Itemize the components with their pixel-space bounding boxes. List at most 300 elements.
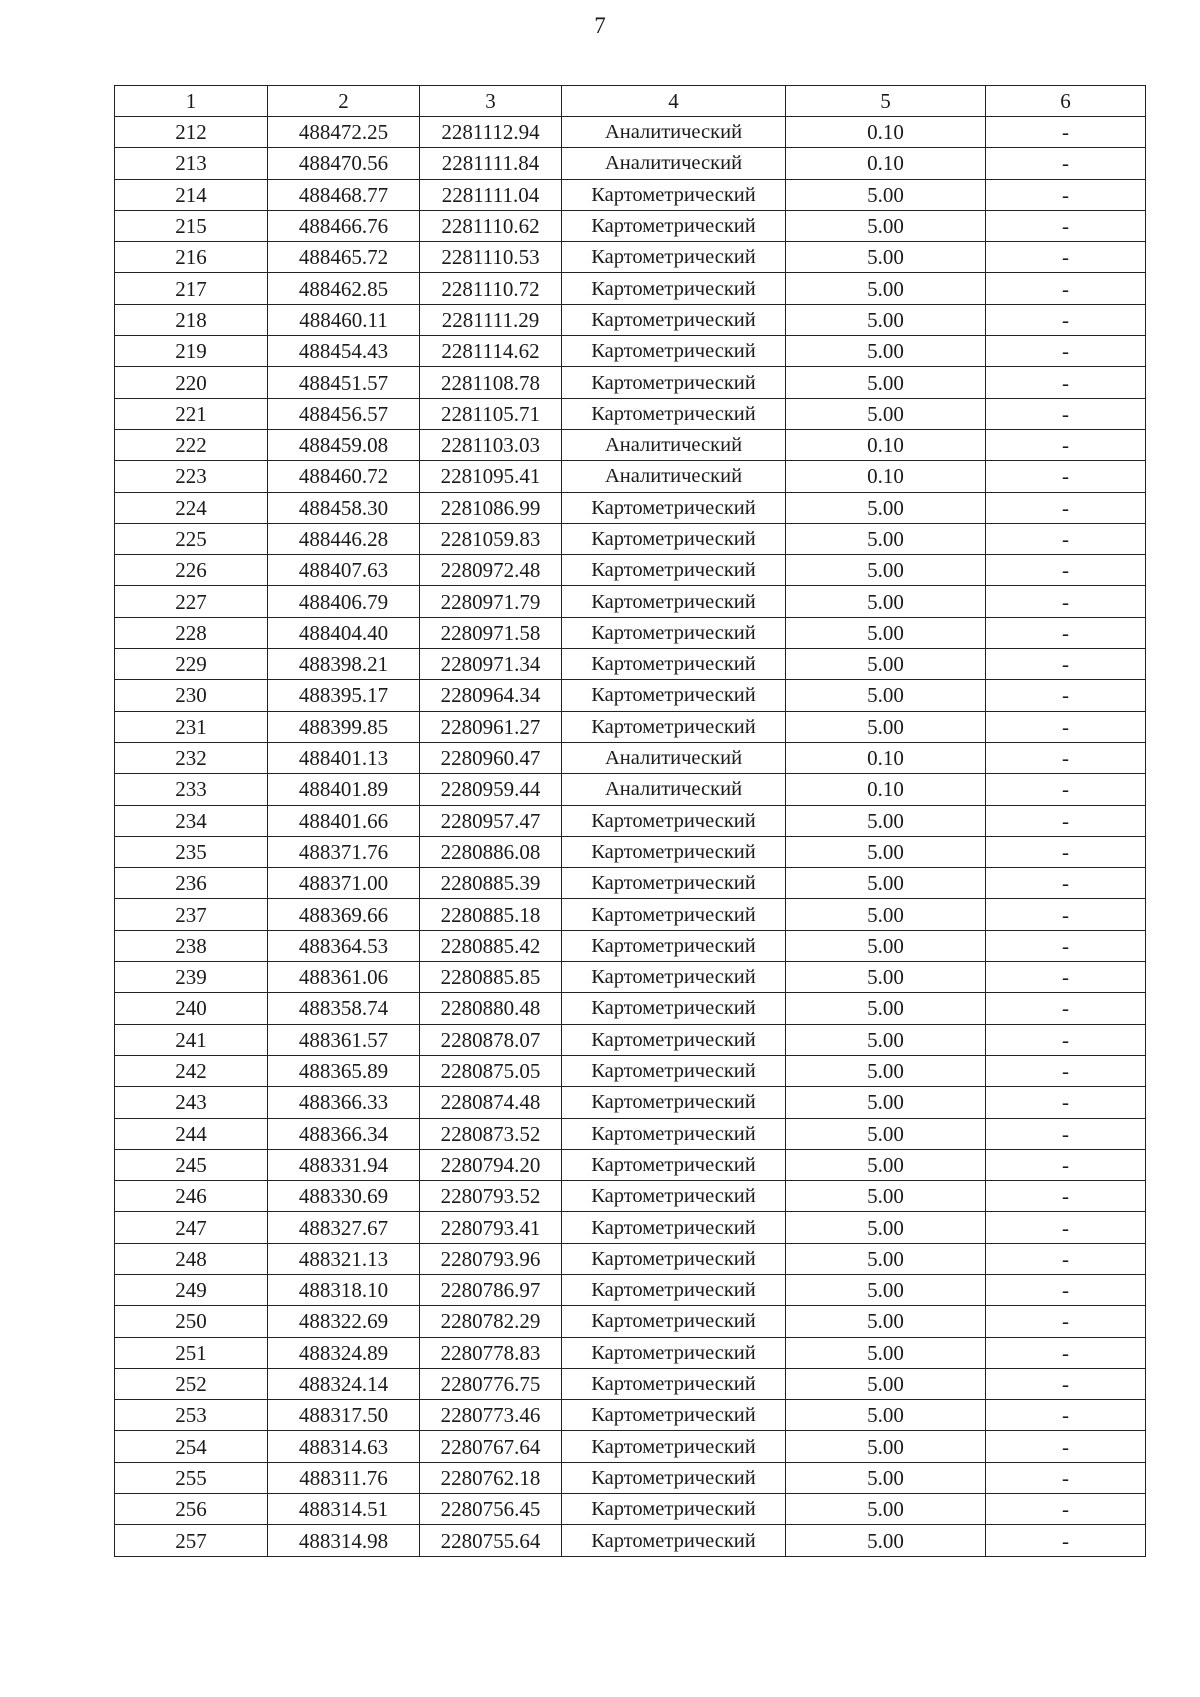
x-coordinate-cell: 488330.69 [268, 1181, 420, 1212]
accuracy-cell: 5.00 [786, 899, 986, 930]
x-coordinate-cell: 488401.13 [268, 742, 420, 773]
table-row [115, 774, 1146, 805]
accuracy-cell: 0.10 [786, 774, 986, 805]
header-cell-col-6: 6 [986, 86, 1146, 117]
y-coordinate-cell: 2281103.03 [420, 429, 562, 460]
note-cell: - [986, 1525, 1146, 1556]
point-number-cell: 224 [115, 492, 268, 523]
table-row [115, 962, 1146, 993]
point-number-cell: 244 [115, 1118, 268, 1149]
accuracy-cell: 5.00 [786, 868, 986, 899]
point-number-cell: 234 [115, 805, 268, 836]
note-cell: - [986, 148, 1146, 179]
y-coordinate-cell: 2280972.48 [420, 555, 562, 586]
x-coordinate-cell: 488314.51 [268, 1494, 420, 1525]
x-coordinate-cell: 488314.98 [268, 1525, 420, 1556]
y-coordinate-cell: 2281111.29 [420, 304, 562, 335]
point-number-cell: 235 [115, 836, 268, 867]
point-number-cell: 228 [115, 617, 268, 648]
table-row [115, 1024, 1146, 1055]
x-coordinate-cell: 488365.89 [268, 1055, 420, 1086]
table-row [115, 899, 1146, 930]
table-row [115, 1400, 1146, 1431]
y-coordinate-cell: 2280971.58 [420, 617, 562, 648]
accuracy-cell: 5.00 [786, 1368, 986, 1399]
y-coordinate-cell: 2280874.48 [420, 1087, 562, 1118]
table-row [115, 555, 1146, 586]
method-cell: Картометрический [562, 1431, 786, 1462]
point-number-cell: 243 [115, 1087, 268, 1118]
note-cell: - [986, 1462, 1146, 1493]
header-row [115, 86, 1146, 117]
table-row [115, 868, 1146, 899]
table-row [115, 398, 1146, 429]
table-row [115, 1368, 1146, 1399]
y-coordinate-cell: 2280885.18 [420, 899, 562, 930]
accuracy-cell: 5.00 [786, 1337, 986, 1368]
y-coordinate-cell: 2280878.07 [420, 1024, 562, 1055]
note-cell: - [986, 1337, 1146, 1368]
method-cell: Картометрический [562, 962, 786, 993]
y-coordinate-cell: 2280957.47 [420, 805, 562, 836]
method-cell: Картометрический [562, 523, 786, 554]
x-coordinate-cell: 488366.34 [268, 1118, 420, 1149]
method-cell: Аналитический [562, 148, 786, 179]
y-coordinate-cell: 2280767.64 [420, 1431, 562, 1462]
x-coordinate-cell: 488398.21 [268, 649, 420, 680]
note-cell: - [986, 1306, 1146, 1337]
note-cell: - [986, 523, 1146, 554]
table-row [115, 742, 1146, 773]
note-cell: - [986, 711, 1146, 742]
x-coordinate-cell: 488470.56 [268, 148, 420, 179]
point-number-cell: 227 [115, 586, 268, 617]
point-number-cell: 255 [115, 1462, 268, 1493]
method-cell: Картометрический [562, 1181, 786, 1212]
y-coordinate-cell: 2281059.83 [420, 523, 562, 554]
method-cell: Картометрический [562, 1087, 786, 1118]
accuracy-cell: 5.00 [786, 1400, 986, 1431]
x-coordinate-cell: 488324.14 [268, 1368, 420, 1399]
x-coordinate-cell: 488468.77 [268, 179, 420, 210]
accuracy-cell: 5.00 [786, 555, 986, 586]
accuracy-cell: 0.10 [786, 742, 986, 773]
page-number: 7 [594, 13, 606, 38]
note-cell: - [986, 680, 1146, 711]
accuracy-cell: 5.00 [786, 179, 986, 210]
accuracy-cell: 5.00 [786, 1274, 986, 1305]
table-row [115, 1087, 1146, 1118]
y-coordinate-cell: 2281105.71 [420, 398, 562, 429]
y-coordinate-cell: 2281114.62 [420, 336, 562, 367]
point-number-cell: 222 [115, 429, 268, 460]
point-number-cell: 236 [115, 868, 268, 899]
point-number-cell: 239 [115, 962, 268, 993]
method-cell: Картометрический [562, 711, 786, 742]
y-coordinate-cell: 2280786.97 [420, 1274, 562, 1305]
note-cell: - [986, 836, 1146, 867]
x-coordinate-cell: 488459.08 [268, 429, 420, 460]
accuracy-cell: 5.00 [786, 711, 986, 742]
note-cell: - [986, 210, 1146, 241]
method-cell: Картометрический [562, 1494, 786, 1525]
table-row [115, 680, 1146, 711]
accuracy-cell: 5.00 [786, 930, 986, 961]
x-coordinate-cell: 488472.25 [268, 117, 420, 148]
x-coordinate-cell: 488460.11 [268, 304, 420, 335]
method-cell: Аналитический [562, 742, 786, 773]
point-number-cell: 241 [115, 1024, 268, 1055]
table-row [115, 523, 1146, 554]
method-cell: Картометрический [562, 1368, 786, 1399]
note-cell: - [986, 930, 1146, 961]
coordinates-table [114, 85, 1146, 1557]
x-coordinate-cell: 488366.33 [268, 1087, 420, 1118]
y-coordinate-cell: 2280961.27 [420, 711, 562, 742]
table-row [115, 117, 1146, 148]
x-coordinate-cell: 488446.28 [268, 523, 420, 554]
point-number-cell: 246 [115, 1181, 268, 1212]
point-number-cell: 256 [115, 1494, 268, 1525]
accuracy-cell: 5.00 [786, 242, 986, 273]
method-cell: Картометрический [562, 1400, 786, 1431]
method-cell: Картометрический [562, 649, 786, 680]
method-cell: Аналитический [562, 429, 786, 460]
y-coordinate-cell: 2280959.44 [420, 774, 562, 805]
point-number-cell: 215 [115, 210, 268, 241]
table-row [115, 1274, 1146, 1305]
note-cell: - [986, 899, 1146, 930]
note-cell: - [986, 273, 1146, 304]
accuracy-cell: 5.00 [786, 492, 986, 523]
x-coordinate-cell: 488371.76 [268, 836, 420, 867]
x-coordinate-cell: 488369.66 [268, 899, 420, 930]
y-coordinate-cell: 2280960.47 [420, 742, 562, 773]
x-coordinate-cell: 488465.72 [268, 242, 420, 273]
note-cell: - [986, 179, 1146, 210]
point-number-cell: 221 [115, 398, 268, 429]
accuracy-cell: 5.00 [786, 1243, 986, 1274]
x-coordinate-cell: 488322.69 [268, 1306, 420, 1337]
accuracy-cell: 5.00 [786, 836, 986, 867]
method-cell: Картометрический [562, 210, 786, 241]
point-number-cell: 240 [115, 993, 268, 1024]
x-coordinate-cell: 488406.79 [268, 586, 420, 617]
x-coordinate-cell: 488314.63 [268, 1431, 420, 1462]
y-coordinate-cell: 2280755.64 [420, 1525, 562, 1556]
accuracy-cell: 5.00 [786, 617, 986, 648]
point-number-cell: 230 [115, 680, 268, 711]
method-cell: Картометрический [562, 367, 786, 398]
note-cell: - [986, 993, 1146, 1024]
accuracy-cell: 5.00 [786, 1024, 986, 1055]
x-coordinate-cell: 488451.57 [268, 367, 420, 398]
accuracy-cell: 0.10 [786, 117, 986, 148]
method-cell: Картометрический [562, 1462, 786, 1493]
x-coordinate-cell: 488454.43 [268, 336, 420, 367]
table-row [115, 1181, 1146, 1212]
table-row [115, 1118, 1146, 1149]
y-coordinate-cell: 2280880.48 [420, 993, 562, 1024]
table-header [115, 86, 1146, 117]
method-cell: Картометрический [562, 492, 786, 523]
method-cell: Аналитический [562, 117, 786, 148]
method-cell: Картометрический [562, 836, 786, 867]
point-number-cell: 223 [115, 461, 268, 492]
table-row [115, 649, 1146, 680]
y-coordinate-cell: 2280756.45 [420, 1494, 562, 1525]
x-coordinate-cell: 488404.40 [268, 617, 420, 648]
table-row [115, 805, 1146, 836]
table-row [115, 1243, 1146, 1274]
note-cell: - [986, 649, 1146, 680]
table-row [115, 492, 1146, 523]
accuracy-cell: 5.00 [786, 398, 986, 429]
point-number-cell: 214 [115, 179, 268, 210]
note-cell: - [986, 742, 1146, 773]
point-number-cell: 232 [115, 742, 268, 773]
method-cell: Картометрический [562, 1118, 786, 1149]
note-cell: - [986, 1274, 1146, 1305]
accuracy-cell: 0.10 [786, 148, 986, 179]
x-coordinate-cell: 488311.76 [268, 1462, 420, 1493]
x-coordinate-cell: 488371.00 [268, 868, 420, 899]
method-cell: Картометрический [562, 868, 786, 899]
x-coordinate-cell: 488466.76 [268, 210, 420, 241]
point-number-cell: 250 [115, 1306, 268, 1337]
y-coordinate-cell: 2280886.08 [420, 836, 562, 867]
table-row [115, 1494, 1146, 1525]
method-cell: Картометрический [562, 1149, 786, 1180]
note-cell: - [986, 1024, 1146, 1055]
point-number-cell: 233 [115, 774, 268, 805]
point-number-cell: 212 [115, 117, 268, 148]
accuracy-cell: 5.00 [786, 962, 986, 993]
y-coordinate-cell: 2280964.34 [420, 680, 562, 711]
point-number-cell: 237 [115, 899, 268, 930]
accuracy-cell: 5.00 [786, 1181, 986, 1212]
accuracy-cell: 5.00 [786, 1118, 986, 1149]
point-number-cell: 213 [115, 148, 268, 179]
accuracy-cell: 5.00 [786, 367, 986, 398]
y-coordinate-cell: 2280778.83 [420, 1337, 562, 1368]
point-number-cell: 229 [115, 649, 268, 680]
accuracy-cell: 5.00 [786, 336, 986, 367]
method-cell: Картометрический [562, 899, 786, 930]
note-cell: - [986, 962, 1146, 993]
x-coordinate-cell: 488401.89 [268, 774, 420, 805]
table-row [115, 1306, 1146, 1337]
x-coordinate-cell: 488321.13 [268, 1243, 420, 1274]
header-cell-col-1: 1 [115, 86, 268, 117]
y-coordinate-cell: 2280885.39 [420, 868, 562, 899]
y-coordinate-cell: 2281110.53 [420, 242, 562, 273]
y-coordinate-cell: 2280762.18 [420, 1462, 562, 1493]
method-cell: Картометрический [562, 179, 786, 210]
method-cell: Картометрический [562, 1212, 786, 1243]
method-cell: Картометрический [562, 1274, 786, 1305]
note-cell: - [986, 586, 1146, 617]
table-row [115, 429, 1146, 460]
y-coordinate-cell: 2281112.94 [420, 117, 562, 148]
table-row [115, 617, 1146, 648]
note-cell: - [986, 1118, 1146, 1149]
method-cell: Картометрический [562, 1525, 786, 1556]
y-coordinate-cell: 2281111.04 [420, 179, 562, 210]
x-coordinate-cell: 488456.57 [268, 398, 420, 429]
accuracy-cell: 5.00 [786, 1525, 986, 1556]
accuracy-cell: 0.10 [786, 429, 986, 460]
x-coordinate-cell: 488358.74 [268, 993, 420, 1024]
method-cell: Картометрический [562, 1306, 786, 1337]
method-cell: Картометрический [562, 1243, 786, 1274]
x-coordinate-cell: 488327.67 [268, 1212, 420, 1243]
point-number-cell: 216 [115, 242, 268, 273]
note-cell: - [986, 805, 1146, 836]
method-cell: Аналитический [562, 461, 786, 492]
method-cell: Картометрический [562, 1055, 786, 1086]
accuracy-cell: 5.00 [786, 1149, 986, 1180]
accuracy-cell: 5.00 [786, 680, 986, 711]
x-coordinate-cell: 488331.94 [268, 1149, 420, 1180]
point-number-cell: 253 [115, 1400, 268, 1431]
accuracy-cell: 5.00 [786, 210, 986, 241]
header-cell-col-4: 4 [562, 86, 786, 117]
y-coordinate-cell: 2280776.75 [420, 1368, 562, 1399]
table-row [115, 367, 1146, 398]
accuracy-cell: 5.00 [786, 273, 986, 304]
point-number-cell: 245 [115, 1149, 268, 1180]
y-coordinate-cell: 2281086.99 [420, 492, 562, 523]
note-cell: - [986, 1181, 1146, 1212]
method-cell: Картометрический [562, 242, 786, 273]
note-cell: - [986, 1055, 1146, 1086]
header-cell-col-2: 2 [268, 86, 420, 117]
note-cell: - [986, 1212, 1146, 1243]
accuracy-cell: 5.00 [786, 586, 986, 617]
y-coordinate-cell: 2280793.96 [420, 1243, 562, 1274]
method-cell: Картометрический [562, 273, 786, 304]
note-cell: - [986, 555, 1146, 586]
point-number-cell: 242 [115, 1055, 268, 1086]
method-cell: Аналитический [562, 774, 786, 805]
point-number-cell: 220 [115, 367, 268, 398]
point-number-cell: 226 [115, 555, 268, 586]
x-coordinate-cell: 488458.30 [268, 492, 420, 523]
accuracy-cell: 5.00 [786, 649, 986, 680]
note-cell: - [986, 1149, 1146, 1180]
y-coordinate-cell: 2280773.46 [420, 1400, 562, 1431]
accuracy-cell: 5.00 [786, 1212, 986, 1243]
accuracy-cell: 5.00 [786, 1431, 986, 1462]
table-row [115, 304, 1146, 335]
accuracy-cell: 5.00 [786, 993, 986, 1024]
y-coordinate-cell: 2280885.42 [420, 930, 562, 961]
y-coordinate-cell: 2281095.41 [420, 461, 562, 492]
x-coordinate-cell: 488395.17 [268, 680, 420, 711]
accuracy-cell: 5.00 [786, 1494, 986, 1525]
note-cell: - [986, 367, 1146, 398]
table-row [115, 1525, 1146, 1556]
y-coordinate-cell: 2280794.20 [420, 1149, 562, 1180]
accuracy-cell: 5.00 [786, 1055, 986, 1086]
y-coordinate-cell: 2280885.85 [420, 962, 562, 993]
method-cell: Картометрический [562, 1024, 786, 1055]
x-coordinate-cell: 488460.72 [268, 461, 420, 492]
method-cell: Картометрический [562, 1337, 786, 1368]
note-cell: - [986, 868, 1146, 899]
y-coordinate-cell: 2280875.05 [420, 1055, 562, 1086]
method-cell: Картометрический [562, 304, 786, 335]
method-cell: Картометрический [562, 617, 786, 648]
x-coordinate-cell: 488361.57 [268, 1024, 420, 1055]
method-cell: Картометрический [562, 336, 786, 367]
y-coordinate-cell: 2280971.79 [420, 586, 562, 617]
table-row [115, 1055, 1146, 1086]
point-number-cell: 247 [115, 1212, 268, 1243]
x-coordinate-cell: 488324.89 [268, 1337, 420, 1368]
method-cell: Картометрический [562, 993, 786, 1024]
note-cell: - [986, 304, 1146, 335]
x-coordinate-cell: 488361.06 [268, 962, 420, 993]
table-row [115, 993, 1146, 1024]
point-number-cell: 217 [115, 273, 268, 304]
method-cell: Картометрический [562, 555, 786, 586]
point-number-cell: 252 [115, 1368, 268, 1399]
table-body [115, 117, 1146, 1557]
x-coordinate-cell: 488407.63 [268, 555, 420, 586]
note-cell: - [986, 336, 1146, 367]
note-cell: - [986, 117, 1146, 148]
note-cell: - [986, 1494, 1146, 1525]
accuracy-cell: 5.00 [786, 1087, 986, 1118]
point-number-cell: 238 [115, 930, 268, 961]
note-cell: - [986, 429, 1146, 460]
note-cell: - [986, 1087, 1146, 1118]
accuracy-cell: 0.10 [786, 461, 986, 492]
point-number-cell: 231 [115, 711, 268, 742]
table-row [115, 148, 1146, 179]
note-cell: - [986, 1400, 1146, 1431]
y-coordinate-cell: 2280793.41 [420, 1212, 562, 1243]
table-row [115, 930, 1146, 961]
method-cell: Картометрический [562, 680, 786, 711]
table-row [115, 179, 1146, 210]
x-coordinate-cell: 488364.53 [268, 930, 420, 961]
point-number-cell: 218 [115, 304, 268, 335]
y-coordinate-cell: 2280873.52 [420, 1118, 562, 1149]
note-cell: - [986, 398, 1146, 429]
point-number-cell: 251 [115, 1337, 268, 1368]
note-cell: - [986, 774, 1146, 805]
y-coordinate-cell: 2281111.84 [420, 148, 562, 179]
method-cell: Картометрический [562, 930, 786, 961]
table-row [115, 836, 1146, 867]
y-coordinate-cell: 2281110.62 [420, 210, 562, 241]
header-cell-col-5: 5 [786, 86, 986, 117]
table-row [115, 242, 1146, 273]
method-cell: Картометрический [562, 398, 786, 429]
x-coordinate-cell: 488462.85 [268, 273, 420, 304]
method-cell: Картометрический [562, 586, 786, 617]
note-cell: - [986, 242, 1146, 273]
y-coordinate-cell: 2280793.52 [420, 1181, 562, 1212]
accuracy-cell: 5.00 [786, 1306, 986, 1337]
x-coordinate-cell: 488399.85 [268, 711, 420, 742]
point-number-cell: 257 [115, 1525, 268, 1556]
x-coordinate-cell: 488401.66 [268, 805, 420, 836]
note-cell: - [986, 1243, 1146, 1274]
